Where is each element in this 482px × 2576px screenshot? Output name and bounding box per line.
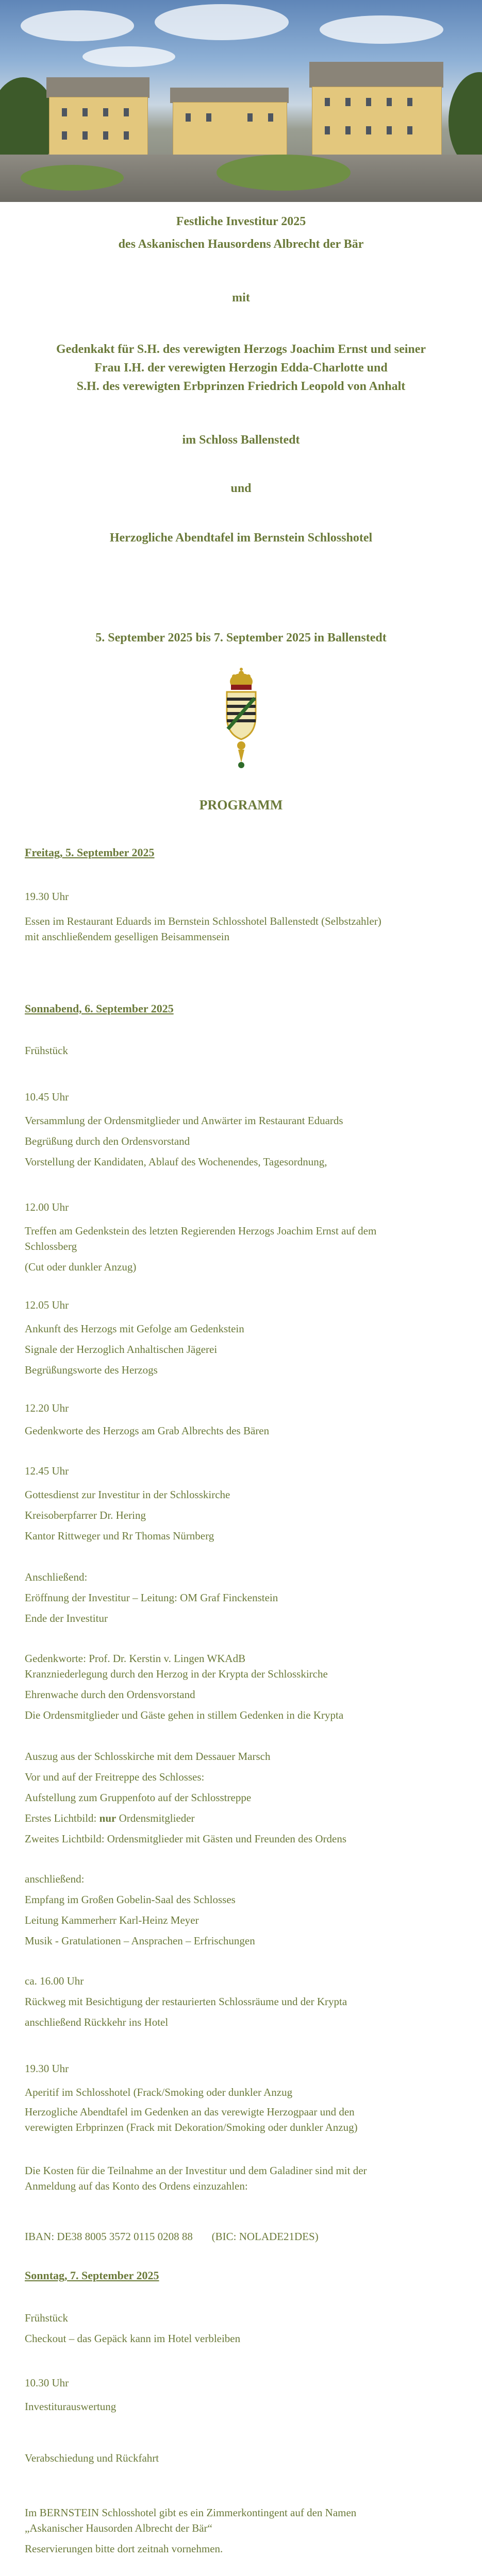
sat-time-3: 12.05 Uhr: [25, 1299, 69, 1311]
sun-fruehstueck: Frühstück: [25, 2312, 68, 2324]
sat-item: Treffen am Gedenkstein des letzten Regierenden Herzogs Joachim Ernst auf dem: [25, 1225, 377, 1237]
hotel-note-2: „Askanischer Hausorden Albrecht der Bär“: [25, 2522, 212, 2534]
sat-item: Kreisoberpfarrer Dr. Hering: [25, 1509, 146, 1521]
sat-item: Gottesdienst zur Investitur in der Schlosskirche: [25, 1488, 230, 1501]
sat-item: Aufstellung zum Gruppenfoto auf der Schlosstreppe: [25, 1791, 252, 1804]
hotel-note-3: Reservierungen bitte dort zeitnah vornehmen.: [25, 2543, 223, 2555]
sat-item: Ankunft des Herzogs mit Gefolge am Gedenkstein: [25, 1323, 244, 1335]
title-gedenkakt-2: Frau I.H. der verewigten Herzogin Edda-Charlotte und: [94, 361, 388, 375]
sat-anschliessend: Anschließend:: [25, 1571, 88, 1583]
sat-time-4: 12.20 Uhr: [25, 1402, 69, 1414]
sat-kosten-1: Die Kosten für die Teilnahme an der Investitur und dem Galadiner sind mit der: [25, 2164, 367, 2177]
sat-item: Musik - Gratulationen – Ansprachen – Erfrischungen: [25, 1935, 255, 1947]
sat-time-5: 12.45 Uhr: [25, 1465, 69, 1477]
sat-item: Aperitif im Schlosshotel (Frack/Smoking oder dunkler Anzug: [25, 2086, 293, 2098]
day-heading-saturday: Sonnabend, 6. September 2025: [25, 1002, 174, 1015]
day-heading-sunday: Sonntag, 7. September 2025: [25, 2269, 159, 2282]
friday-text-1a: Essen im Restaurant Eduards im Bernstein Schlosshotel Ballenstedt (Selbstzahler): [25, 915, 381, 927]
sat-item: Eröffnung der Investitur – Leitung: OM Graf Finckenstein: [25, 1591, 278, 1604]
friday-text-1b: mit anschließendem geselligen Beisammensein: [25, 930, 230, 943]
sat-time-2: 12.00 Uhr: [25, 1201, 69, 1213]
hero-photo: [0, 0, 482, 202]
title-location: im Schloss Ballenstedt: [182, 433, 300, 447]
sat-item: Vor und auf der Freitreppe des Schlosses:: [25, 1771, 205, 1783]
lichtbild-prefix: Erstes Lichtbild:: [25, 1812, 99, 1824]
sat-item: anschließend Rückkehr ins Hotel: [25, 2016, 169, 2028]
sat-lichtbild-1: [25, 1810, 458, 1826]
sat-time-6: ca. 16.00 Uhr: [25, 1975, 84, 1987]
sat-item: Kranzniederlegung durch den Herzog in der Krypta der Schlosskirche: [25, 1668, 328, 1680]
title-dates: 5. September 2025 bis 7. September 2025 in Ballenstedt: [95, 631, 387, 645]
title-und: und: [230, 482, 252, 495]
title-gedenkakt-1: Gedenkakt für S.H. des verewigten Herzogs Joachim Ernst und seiner: [56, 343, 426, 356]
sat-item: Vorstellung der Kandidaten, Ablauf des Wochenendes, Tagesordnung,: [25, 1156, 327, 1168]
sat-item: Schlossberg: [25, 1240, 77, 1252]
sat-time-1: 10.45 Uhr: [25, 1091, 69, 1103]
sat-item: Ehrenwache durch den Ordensvorstand: [25, 1688, 195, 1701]
sun-item: Investiturauswertung: [25, 2400, 117, 2413]
title-mit: mit: [232, 291, 250, 304]
sat-item: Gedenkworte des Herzogs am Grab Albrechts des Bären: [25, 1425, 270, 1437]
sun-item: Verabschiedung und Rückfahrt: [25, 2452, 159, 2464]
sat-item: Versammlung der Ordensmitglieder und Anwärter im Restaurant Eduards: [25, 1114, 343, 1127]
sat-anschliessend-2: anschließend:: [25, 1873, 85, 1885]
day-heading-friday: Freitag, 5. September 2025: [25, 846, 155, 859]
title-abendtafel: Herzogliche Abendtafel im Bernstein Schlosshotel: [109, 531, 373, 545]
hotel-note-1: Im BERNSTEIN Schlosshotel gibt es ein Zimmerkontingent auf den Namen: [25, 2506, 357, 2519]
sat-item: Signale der Herzoglich Anhaltischen Jägerei: [25, 1343, 218, 1355]
sat-item: Leitung Kammerherr Karl-Heinz Meyer: [25, 1914, 199, 1926]
coat-of-arms-icon: [223, 667, 260, 770]
sat-item: Auszug aus der Schlosskirche mit dem Dessauer Marsch: [25, 1750, 271, 1762]
sun-time-1: 10.30 Uhr: [25, 2377, 69, 2389]
title-gedenkakt-3: S.H. des verewigten Erbprinzen Friedrich Leopold von Anhalt: [76, 380, 406, 393]
sat-item: Begrüßung durch den Ordensvorstand: [25, 1135, 190, 1147]
sat-time-7: 19.30 Uhr: [25, 2062, 69, 2075]
sat-item: Gedenkworte: Prof. Dr. Kerstin v. Lingen WKAdB: [25, 1652, 246, 1665]
sat-item: verewigten Erbprinzen (Frack mit Dekoration/Smoking oder dunkler Anzug): [25, 2121, 358, 2133]
sat-item: (Cut oder dunkler Anzug): [25, 1261, 137, 1273]
sat-item: Begrüßungsworte des Herzogs: [25, 1364, 158, 1376]
sun-checkout: Checkout – das Gepäck kann im Hotel verbleiben: [25, 2332, 241, 2345]
sat-item: Die Ordensmitglieder und Gäste gehen in stillem Gedenken in die Krypta: [25, 1709, 344, 1721]
sat-kosten-2: Anmeldung auf das Konto des Ordens einzuzahlen:: [25, 2180, 248, 2192]
programm-heading: PROGRAMM: [199, 798, 283, 812]
sat-item: Kantor Rittweger und Rr Thomas Nürnberg: [25, 1530, 214, 1542]
sat-item: Ende der Investitur: [25, 1612, 108, 1624]
sat-item: Rückweg mit Besichtigung der restaurierten Schlossräume und der Krypta: [25, 1995, 347, 2008]
title-line-2: des Askanischen Hausordens Albrecht der Bär: [118, 238, 364, 251]
bank-iban: IBAN: DE38 8005 3572 0115 0208 88 (BIC: NOLADE21DES): [25, 2230, 319, 2243]
sat-fruehstueck: Frühstück: [25, 1044, 68, 1057]
lichtbild-emphasis: nur: [99, 1812, 117, 1824]
sat-item: Empfang im Großen Gobelin-Saal des Schlosses: [25, 1893, 236, 1906]
sat-item: Zweites Lichtbild: Ordensmitglieder mit Gästen und Freunden des Ordens: [25, 1833, 347, 1845]
friday-time-1: 19.30 Uhr: [25, 890, 69, 903]
sat-item: Herzogliche Abendtafel im Gedenken an das verewigte Herzogpaar und den: [25, 2106, 355, 2118]
title-line-1: Festliche Investitur 2025: [176, 215, 306, 228]
lichtbild-suffix: Ordensmitglieder: [116, 1812, 195, 1824]
